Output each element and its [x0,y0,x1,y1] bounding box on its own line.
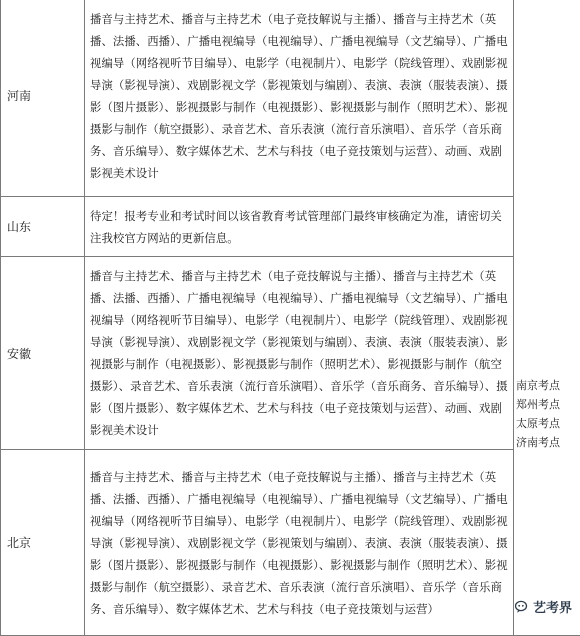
watermark [515,597,572,616]
exam-site-zhengzhou: 郑州考点 [516,395,580,414]
majors-shandong: 待定！报考专业和考试时间以该省教育考试管理部门最终审核确定为准，请密切关注我校官方网站的更新信息。 [85,197,514,257]
province-anhui: 安徽 [1,257,85,450]
exam-site-jinan: 济南考点 [516,433,580,452]
table-row-henan [1,0,580,197]
table-row-anhui [1,257,580,450]
watermark-text: 艺考界 [533,597,572,616]
table-row-shandong [1,197,580,257]
table-row-beijing [1,450,580,636]
majors-anhui: 播音与主持艺术、播音与主持艺术（电子竞技解说与主播）、播音与主持艺术（英播、法播、西播）、广播电视编导（电视编导）、广播电视编导（文艺编导）、广播电视编导（网络视听节目编导）、电影学（电视制片）、电影学（院线管理）、戏剧影视导演（影视导演）、戏剧影视文学（影视策划与编剧）、表演、表演（服装表演）、影视摄影与制作（电视摄影）、影视摄影与制作（照明艺术）、影视摄影与制作（航空摄影）、录音艺术、音乐表演（流行音乐演唱）、音乐学（音乐商务、音乐编导）、摄影（图片摄影）、数字媒体艺术、艺术与科技（电子竞技策划与运营）、动画、戏剧影视美术设计 [85,257,514,450]
province-henan: 河南 [1,0,85,197]
province-shandong: 山东 [1,197,85,257]
majors-henan: 播音与主持艺术、播音与主持艺术（电子竞技解说与主播）、播音与主持艺术（英播、法播、西播）、广播电视编导（电视编导）、广播电视编导（文艺编导）、广播电视编导（网络视听节目编导）、电影学（电视制片）、电影学（院线管理）、戏剧影视导演（影视导演）、戏剧影视文学（影视策划与编剧）、表演、表演（服装表演）、摄影（图片摄影）、影视摄影与制作（电视摄影）、影视摄影与制作（照明艺术）、影视摄影与制作（航空摄影）、录音艺术、音乐表演（流行音乐演唱）、音乐学（音乐商务、音乐编导）、数字媒体艺术、艺术与科技（电子竞技策划与运营）、动画、戏剧影视美术设计 [85,0,514,197]
exam-sites-cell [514,0,580,636]
exam-site-nanjing: 南京考点 [516,376,580,395]
wechat-bubble-icon [515,600,529,614]
majors-beijing: 播音与主持艺术、播音与主持艺术（电子竞技解说与主播）、播音与主持艺术（英播、法播、西播）、广播电视编导（电视编导）、广播电视编导（文艺编导）、广播电视编导（网络视听节目编导）、电影学（电视制片）、电影学（院线管理）、戏剧影视导演（影视导演）、戏剧影视文学（影视策划与编剧）、表演、表演（服装表演）、摄影（图片摄影）、影视摄影与制作（电视摄影）、影视摄影与制作（照明艺术）、影视摄影与制作（航空摄影）、录音艺术、音乐表演（流行音乐演唱）、音乐学（音乐商务、音乐编导）、数字媒体艺术、艺术与科技（电子竞技策划与运营） [85,450,514,636]
province-beijing: 北京 [1,450,85,636]
exam-site-taiyuan: 太原考点 [516,414,580,433]
